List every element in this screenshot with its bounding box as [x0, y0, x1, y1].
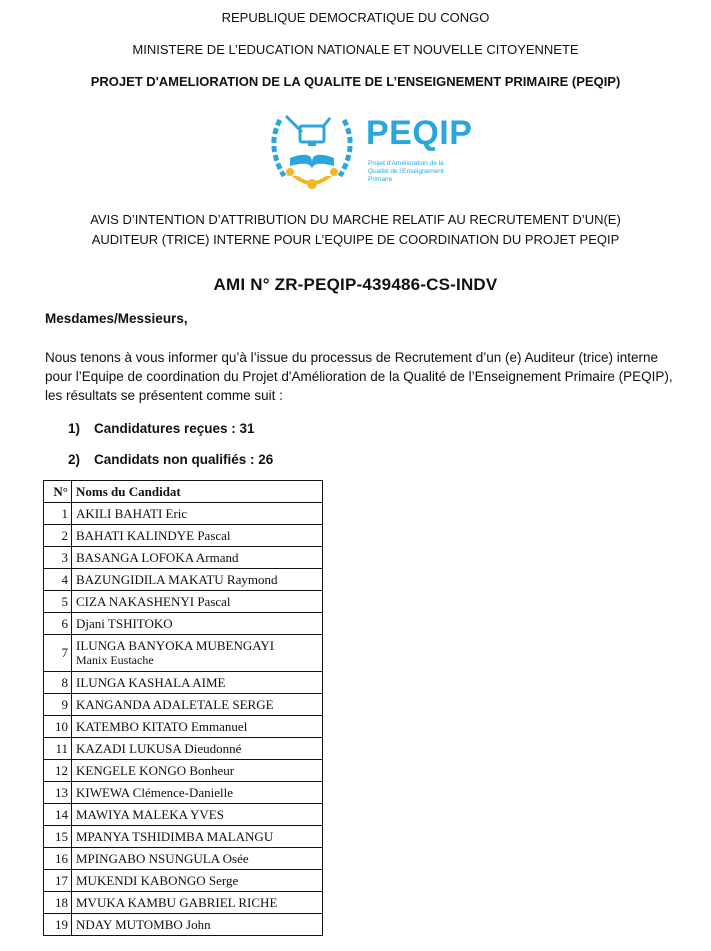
column-header-number: N°	[44, 481, 72, 503]
table-row	[44, 914, 323, 936]
table-row	[44, 782, 323, 804]
row-number: 6	[44, 613, 72, 635]
row-number: 15	[44, 826, 72, 848]
row-number: 1	[44, 503, 72, 525]
table-row	[44, 569, 323, 591]
logo-wordmark: PEQIP	[366, 114, 473, 152]
header-country: REPUBLIQUE DEMOCRATIQUE DU CONGO	[221, 10, 490, 25]
row-number: 5	[44, 591, 72, 613]
row-number: 14	[44, 804, 72, 826]
row-number: 9	[44, 694, 72, 716]
notice-title	[0, 210, 711, 250]
row-number: 12	[44, 760, 72, 782]
row-number: 10	[44, 716, 72, 738]
row-number: 4	[44, 569, 72, 591]
candidate-name: MUKENDI KABONGO Serge	[72, 870, 323, 892]
row-number: 2	[44, 525, 72, 547]
table-row	[44, 547, 323, 569]
table-row	[44, 804, 323, 826]
greeting: Mesdames/Messieurs,	[45, 311, 188, 326]
candidate-name: MVUKA KAMBU GABRIEL RICHE	[72, 892, 323, 914]
table-row	[44, 503, 323, 525]
notice-title-line1: AVIS D’INTENTION D’ATTRIBUTION DU MARCHE RELATIF AU RECRUTEMENT D’UN(E)	[90, 212, 621, 227]
row-number: 11	[44, 738, 72, 760]
table-row	[44, 613, 323, 635]
row-number: 18	[44, 892, 72, 914]
table-row	[44, 716, 323, 738]
peqip-emblem-icon	[262, 106, 362, 194]
table-row	[44, 738, 323, 760]
table-row	[44, 591, 323, 613]
peqip-logo	[262, 106, 473, 194]
count-unqualified-candidates	[68, 452, 273, 467]
table-row	[44, 870, 323, 892]
column-header-name: Noms du Candidat	[72, 481, 323, 503]
candidate-name: KANGANDA ADALETALE SERGE	[72, 694, 323, 716]
table-row	[44, 848, 323, 870]
notice-title-line2: AUDITEUR (TRICE) INTERNE POUR L’EQUIPE DE COORDINATION DU PROJET PEQIP	[91, 232, 620, 247]
intro-paragraph: Nous tenons à vous informer qu’à l’issue du processus de Recrutement d’un (e) Auditeur (trice) interne pour l’Equipe de coordination du Projet d'Amélioration de la Qualité de l’Enseignement Primaire (PEQIP), les résultats se présentent comme suit :	[45, 350, 673, 403]
candidates-table	[43, 480, 323, 936]
candidate-name-cell	[72, 635, 323, 672]
candidate-name: KENGELE KONGO Bonheur	[72, 760, 323, 782]
header-ministry: MINISTERE DE L’EDUCATION NATIONALE ET NOUVELLE CITOYENNETE	[132, 42, 579, 57]
count-number: 2)	[68, 452, 81, 467]
candidate-name: KIWEWA Clémence-Danielle	[72, 782, 323, 804]
row-number: 17	[44, 870, 72, 892]
row-number: 16	[44, 848, 72, 870]
candidate-name: AKILI BAHATI Eric	[72, 503, 323, 525]
candidate-name: Djani TSHITOKO	[72, 613, 323, 635]
row-number: 7	[44, 635, 72, 672]
candidate-name: ILUNGA KASHALA AIME	[72, 672, 323, 694]
table-row	[44, 826, 323, 848]
row-number: 13	[44, 782, 72, 804]
table-row	[44, 525, 323, 547]
candidate-name: ILUNGA BANYOKA MUBENGAYI	[76, 638, 275, 653]
count-label: Candidatures reçues : 31	[94, 421, 255, 436]
ami-reference: AMI N° ZR-PEQIP-439486-CS-INDV	[213, 275, 498, 294]
candidate-name: MAWIYA MALEKA YVES	[72, 804, 323, 826]
candidate-name: MPANYA TSHIDIMBA MALANGU	[72, 826, 323, 848]
count-number: 1)	[68, 421, 81, 436]
table-row	[44, 760, 323, 782]
candidate-name: KAZADI LUKUSA Dieudonné	[72, 738, 323, 760]
candidate-name-continued: Manix Eustache	[76, 653, 154, 667]
logo-subtitle: Projet d'Amélioration de la Qualité de l'Enseignement Primaire	[368, 160, 444, 183]
row-number: 19	[44, 914, 72, 936]
table-row	[44, 694, 323, 716]
candidate-name: CIZA NAKASHENYI Pascal	[72, 591, 323, 613]
row-number: 3	[44, 547, 72, 569]
table-header-row	[44, 481, 323, 503]
candidate-name: BAHATI KALINDYE Pascal	[72, 525, 323, 547]
header-project: PROJET D'AMELIORATION DE LA QUALITE DE L’ENSEIGNEMENT PRIMAIRE (PEQIP)	[90, 74, 621, 89]
candidate-name: NDAY MUTOMBO John	[72, 914, 323, 936]
table-row	[44, 672, 323, 694]
candidate-name: KATEMBO KITATO Emmanuel	[72, 716, 323, 738]
count-applications-received	[68, 421, 255, 436]
row-number: 8	[44, 672, 72, 694]
table-row	[44, 892, 323, 914]
table-row	[44, 635, 323, 672]
candidate-name: MPINGABO NSUNGULA Osée	[72, 848, 323, 870]
candidate-name: BASANGA LOFOKA Armand	[72, 547, 323, 569]
candidate-name: BAZUNGIDILA MAKATU Raymond	[72, 569, 323, 591]
count-label: Candidats non qualifiés : 26	[94, 452, 274, 467]
